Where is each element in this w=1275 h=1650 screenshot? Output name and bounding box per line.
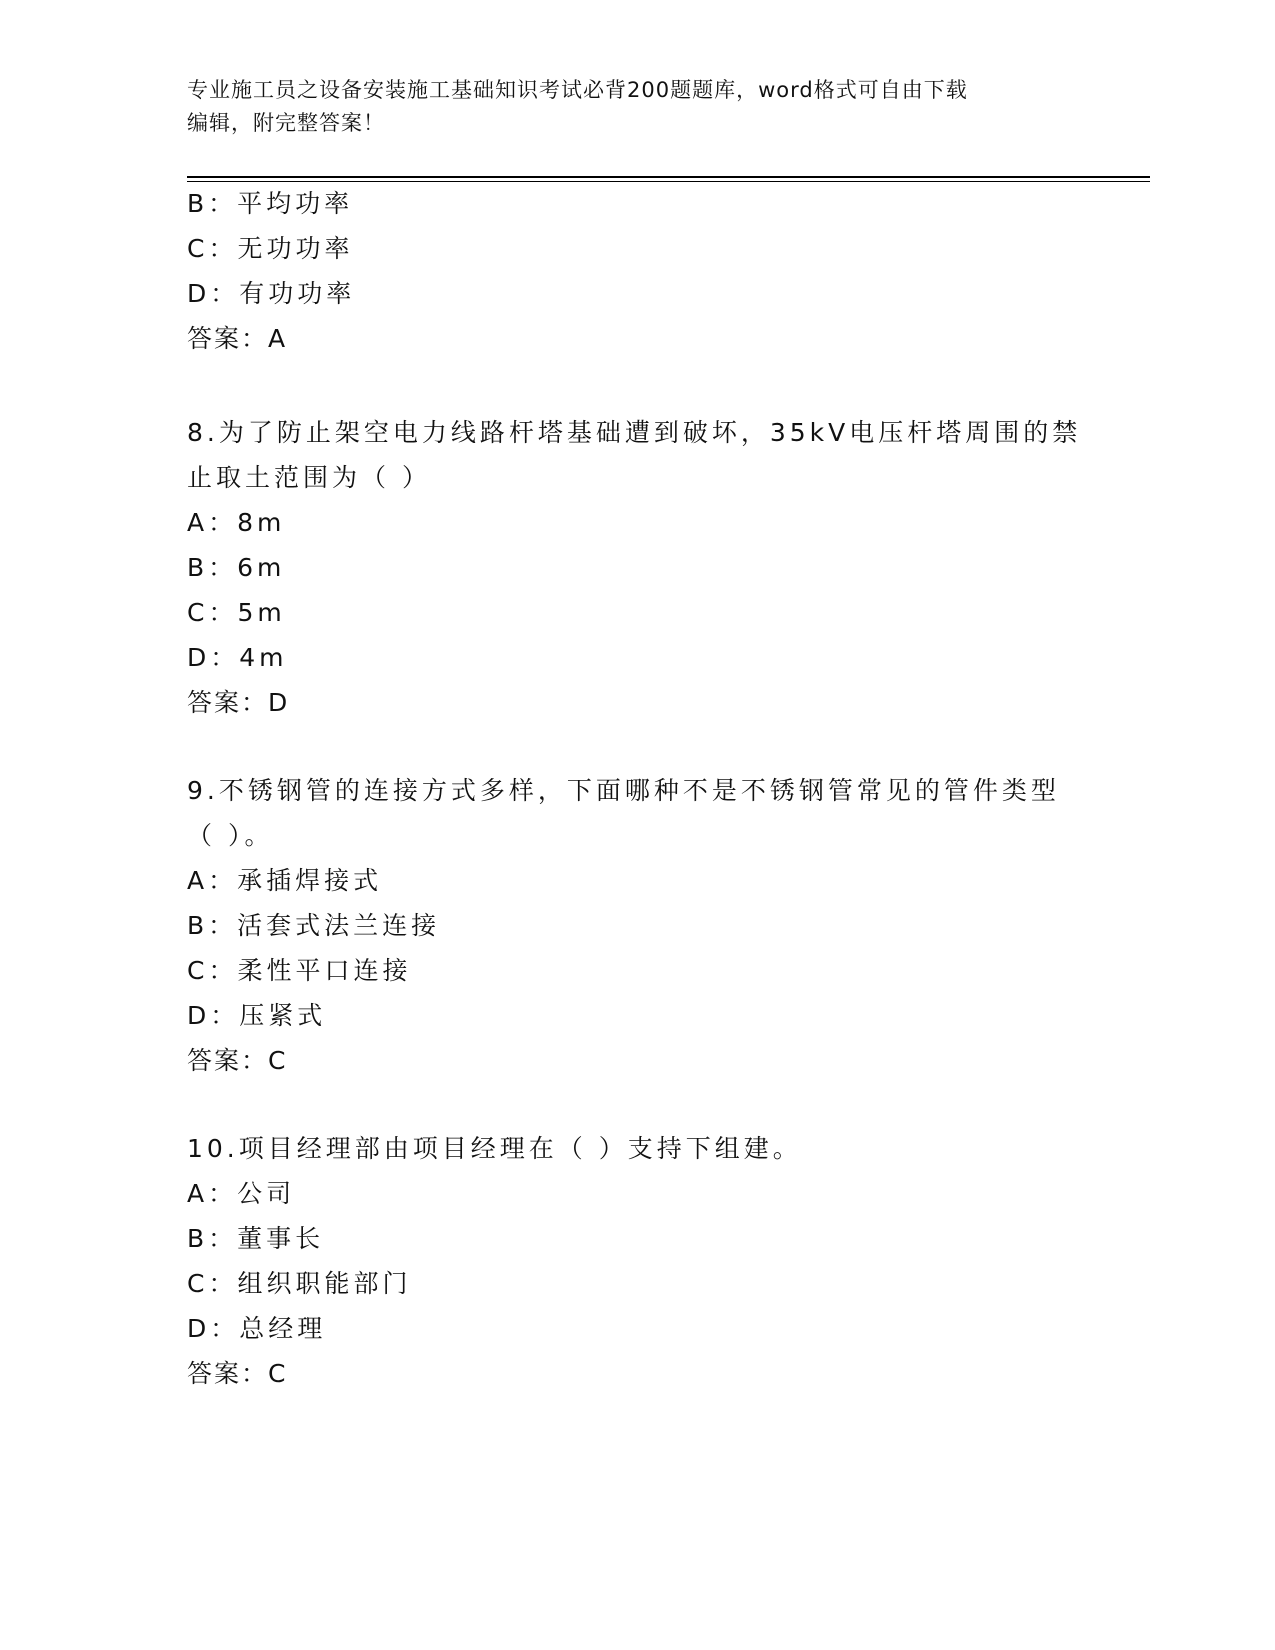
q8-option-b: B：6m <box>187 553 286 582</box>
q7-answer: 答案：A <box>187 324 288 353</box>
q7-option-d: D：有功功率 <box>187 279 356 308</box>
q9-answer: 答案：C <box>187 1046 288 1075</box>
header-title-line-2: 编辑，附完整答案！ <box>187 111 385 135</box>
q9-stem-line-1: 9.不锈钢管的连接方式多样，下面哪种不是不锈钢管常见的管件类型 <box>187 776 1060 805</box>
q7-option-b: B：平均功率 <box>187 189 354 218</box>
q10-option-a: A：公司 <box>187 1179 296 1208</box>
document-header <box>187 74 1067 140</box>
q9-option-a: A：承插焊接式 <box>187 866 383 895</box>
q10-option-c: C：组织职能部门 <box>187 1269 412 1298</box>
q8-stem-line-1: 8.为了防止架空电力线路杆塔基础遭到破坏，35kV电压杆塔周围的禁 <box>187 418 1082 447</box>
q10-answer: 答案：C <box>187 1359 288 1388</box>
header-rule-thin <box>187 181 1150 182</box>
q9-option-d: D：压紧式 <box>187 1001 327 1030</box>
q7-option-c: C：无功功率 <box>187 234 354 263</box>
q9-option-c: C：柔性平口连接 <box>187 956 412 985</box>
header-rule-thick <box>187 176 1150 178</box>
header-title-line-1: 专业施工员之设备安装施工基础知识考试必背200题题库，word格式可自由下载 <box>187 78 968 102</box>
q8-answer: 答案：D <box>187 688 290 717</box>
q8-option-d: D：4m <box>187 643 288 672</box>
q10-option-b: B：董事长 <box>187 1224 325 1253</box>
q8-option-c: C：5m <box>187 598 286 627</box>
q10-option-d: D：总经理 <box>187 1314 327 1343</box>
q9-stem-line-2: （ ）。 <box>187 821 274 850</box>
q10-stem-line-1: 10.项目经理部由项目经理在（ ）支持下组建。 <box>187 1134 802 1163</box>
q8-option-a: A：8m <box>187 508 286 537</box>
q9-option-b: B：活套式法兰连接 <box>187 911 441 940</box>
q8-stem-line-2: 止取土范围为（ ） <box>187 463 431 492</box>
